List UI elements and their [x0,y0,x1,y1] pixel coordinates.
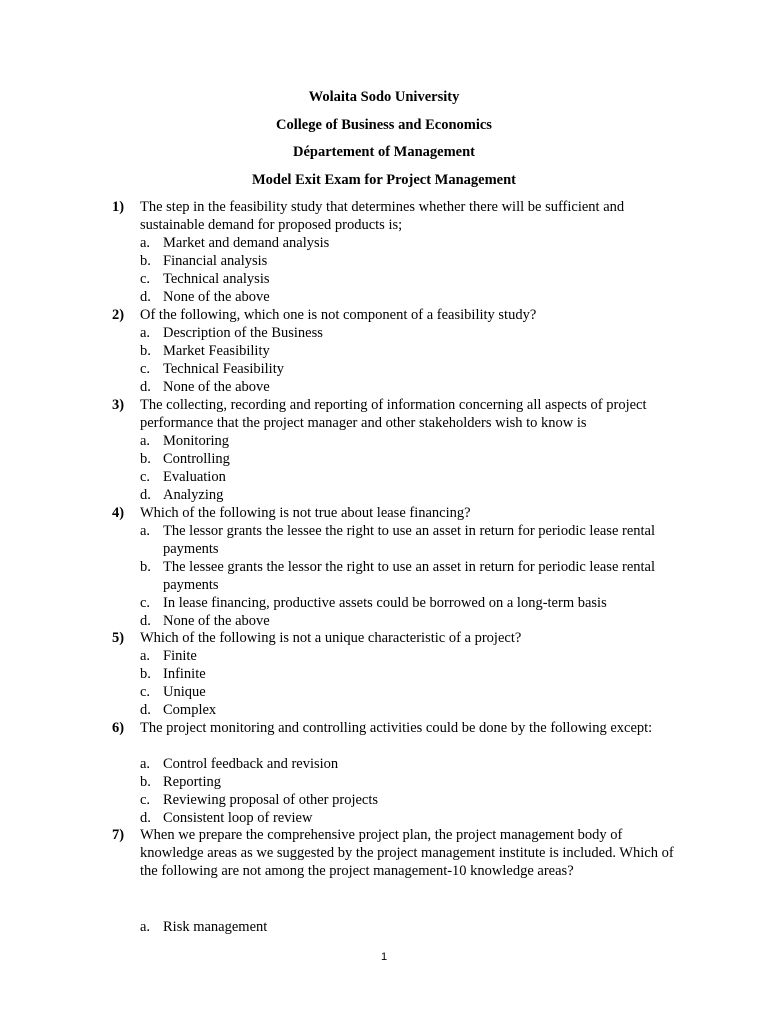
option-text: Technical Feasibility [163,361,284,377]
option-text: Consistent loop of review [163,810,313,826]
question-number: 5) [112,630,125,646]
option-letter: a. [140,756,151,772]
option-letter: c. [140,684,151,700]
option-letter: c. [140,469,151,485]
question-text: Which of the following is not true about lease financing? [140,505,471,521]
option-text: None of the above [163,613,270,629]
question-number: 6) [112,720,125,736]
option-letter: c. [140,271,151,287]
option-text: Unique [163,684,206,700]
option-text: Analyzing [163,487,224,503]
question-number: 1) [112,199,125,215]
college-name: College of Business and Economics [276,117,492,133]
option-letter: b. [140,774,151,790]
question-number: 7) [112,827,125,843]
option-text: Evaluation [163,469,226,485]
option-letter: d. [140,810,151,826]
department-name: Département of Management [292,144,475,160]
option-letter: a. [140,235,151,251]
option-letter: a. [140,433,151,449]
option-text: Reviewing proposal of other projects [163,792,379,808]
question-number: 2) [112,307,125,323]
option-text: Monitoring [163,433,230,449]
option-letter: c. [140,792,151,808]
option-letter: a. [140,523,151,539]
option-letter: a. [140,325,151,341]
question-number: 4) [112,505,125,521]
option-letter: a. [140,648,151,664]
option-text: Controlling [163,451,230,467]
option-letter: d. [140,613,151,629]
option-letter: b. [140,559,151,575]
option-letter: d. [140,487,151,503]
question-text: When we prepare the comprehensive project plan, the project management body of knowledge areas as we suggested by the project management institute is included. Which of the following are not among the project management-10 knowledge areas? [140,827,674,879]
option-letter: d. [140,379,151,395]
option-letter: b. [140,666,151,682]
question-text: Of the following, which one is not component of a feasibility study? [140,307,537,323]
option-text: The lessee grants the lessor the right to use an asset in return for periodic lease rental payments [163,559,656,593]
question-text: The collecting, recording and reporting of information concerning all aspects of project performance that the project manager and other stakeholders wish to know is [140,397,647,431]
option-text: Market and demand analysis [163,235,330,251]
option-text: The lessor grants the lessee the right to use an asset in return for periodic lease rental payments [163,523,656,557]
option-text: Reporting [163,774,221,790]
option-letter: b. [140,343,151,359]
question-text: The project monitoring and controlling activities could be done by the following except: [140,720,653,736]
option-text: Market Feasibility [163,343,270,359]
university-name: Wolaita Sodo University [308,89,460,105]
exam-title: Model Exit Exam for Project Management [251,172,517,188]
question-text: Which of the following is not a unique characteristic of a project? [140,630,522,646]
option-text: Complex [163,702,217,718]
option-text: In lease financing, productive assets could be borrowed on a long-term basis [163,595,607,611]
option-text: Description of the Business [163,325,323,341]
option-letter: b. [140,253,151,269]
option-text: Financial analysis [163,253,268,269]
page-number: 1 [380,951,388,963]
option-letter: b. [140,451,151,467]
option-text: Technical analysis [163,271,270,287]
option-text: Infinite [163,666,206,682]
option-letter: c. [140,361,151,377]
option-text: Control feedback and revision [163,756,339,772]
option-letter: c. [140,595,151,611]
option-text: Finite [163,648,197,664]
option-letter: d. [140,702,151,718]
question-text: The step in the feasibility study that determines whether there will be sufficient and sustainable demand for proposed products is; [140,199,625,233]
option-text: None of the above [163,379,270,395]
option-text: None of the above [163,289,270,305]
question-number: 3) [112,397,125,413]
option-letter: a. [140,919,151,935]
option-text: Risk management [163,919,268,935]
option-letter: d. [140,289,151,305]
